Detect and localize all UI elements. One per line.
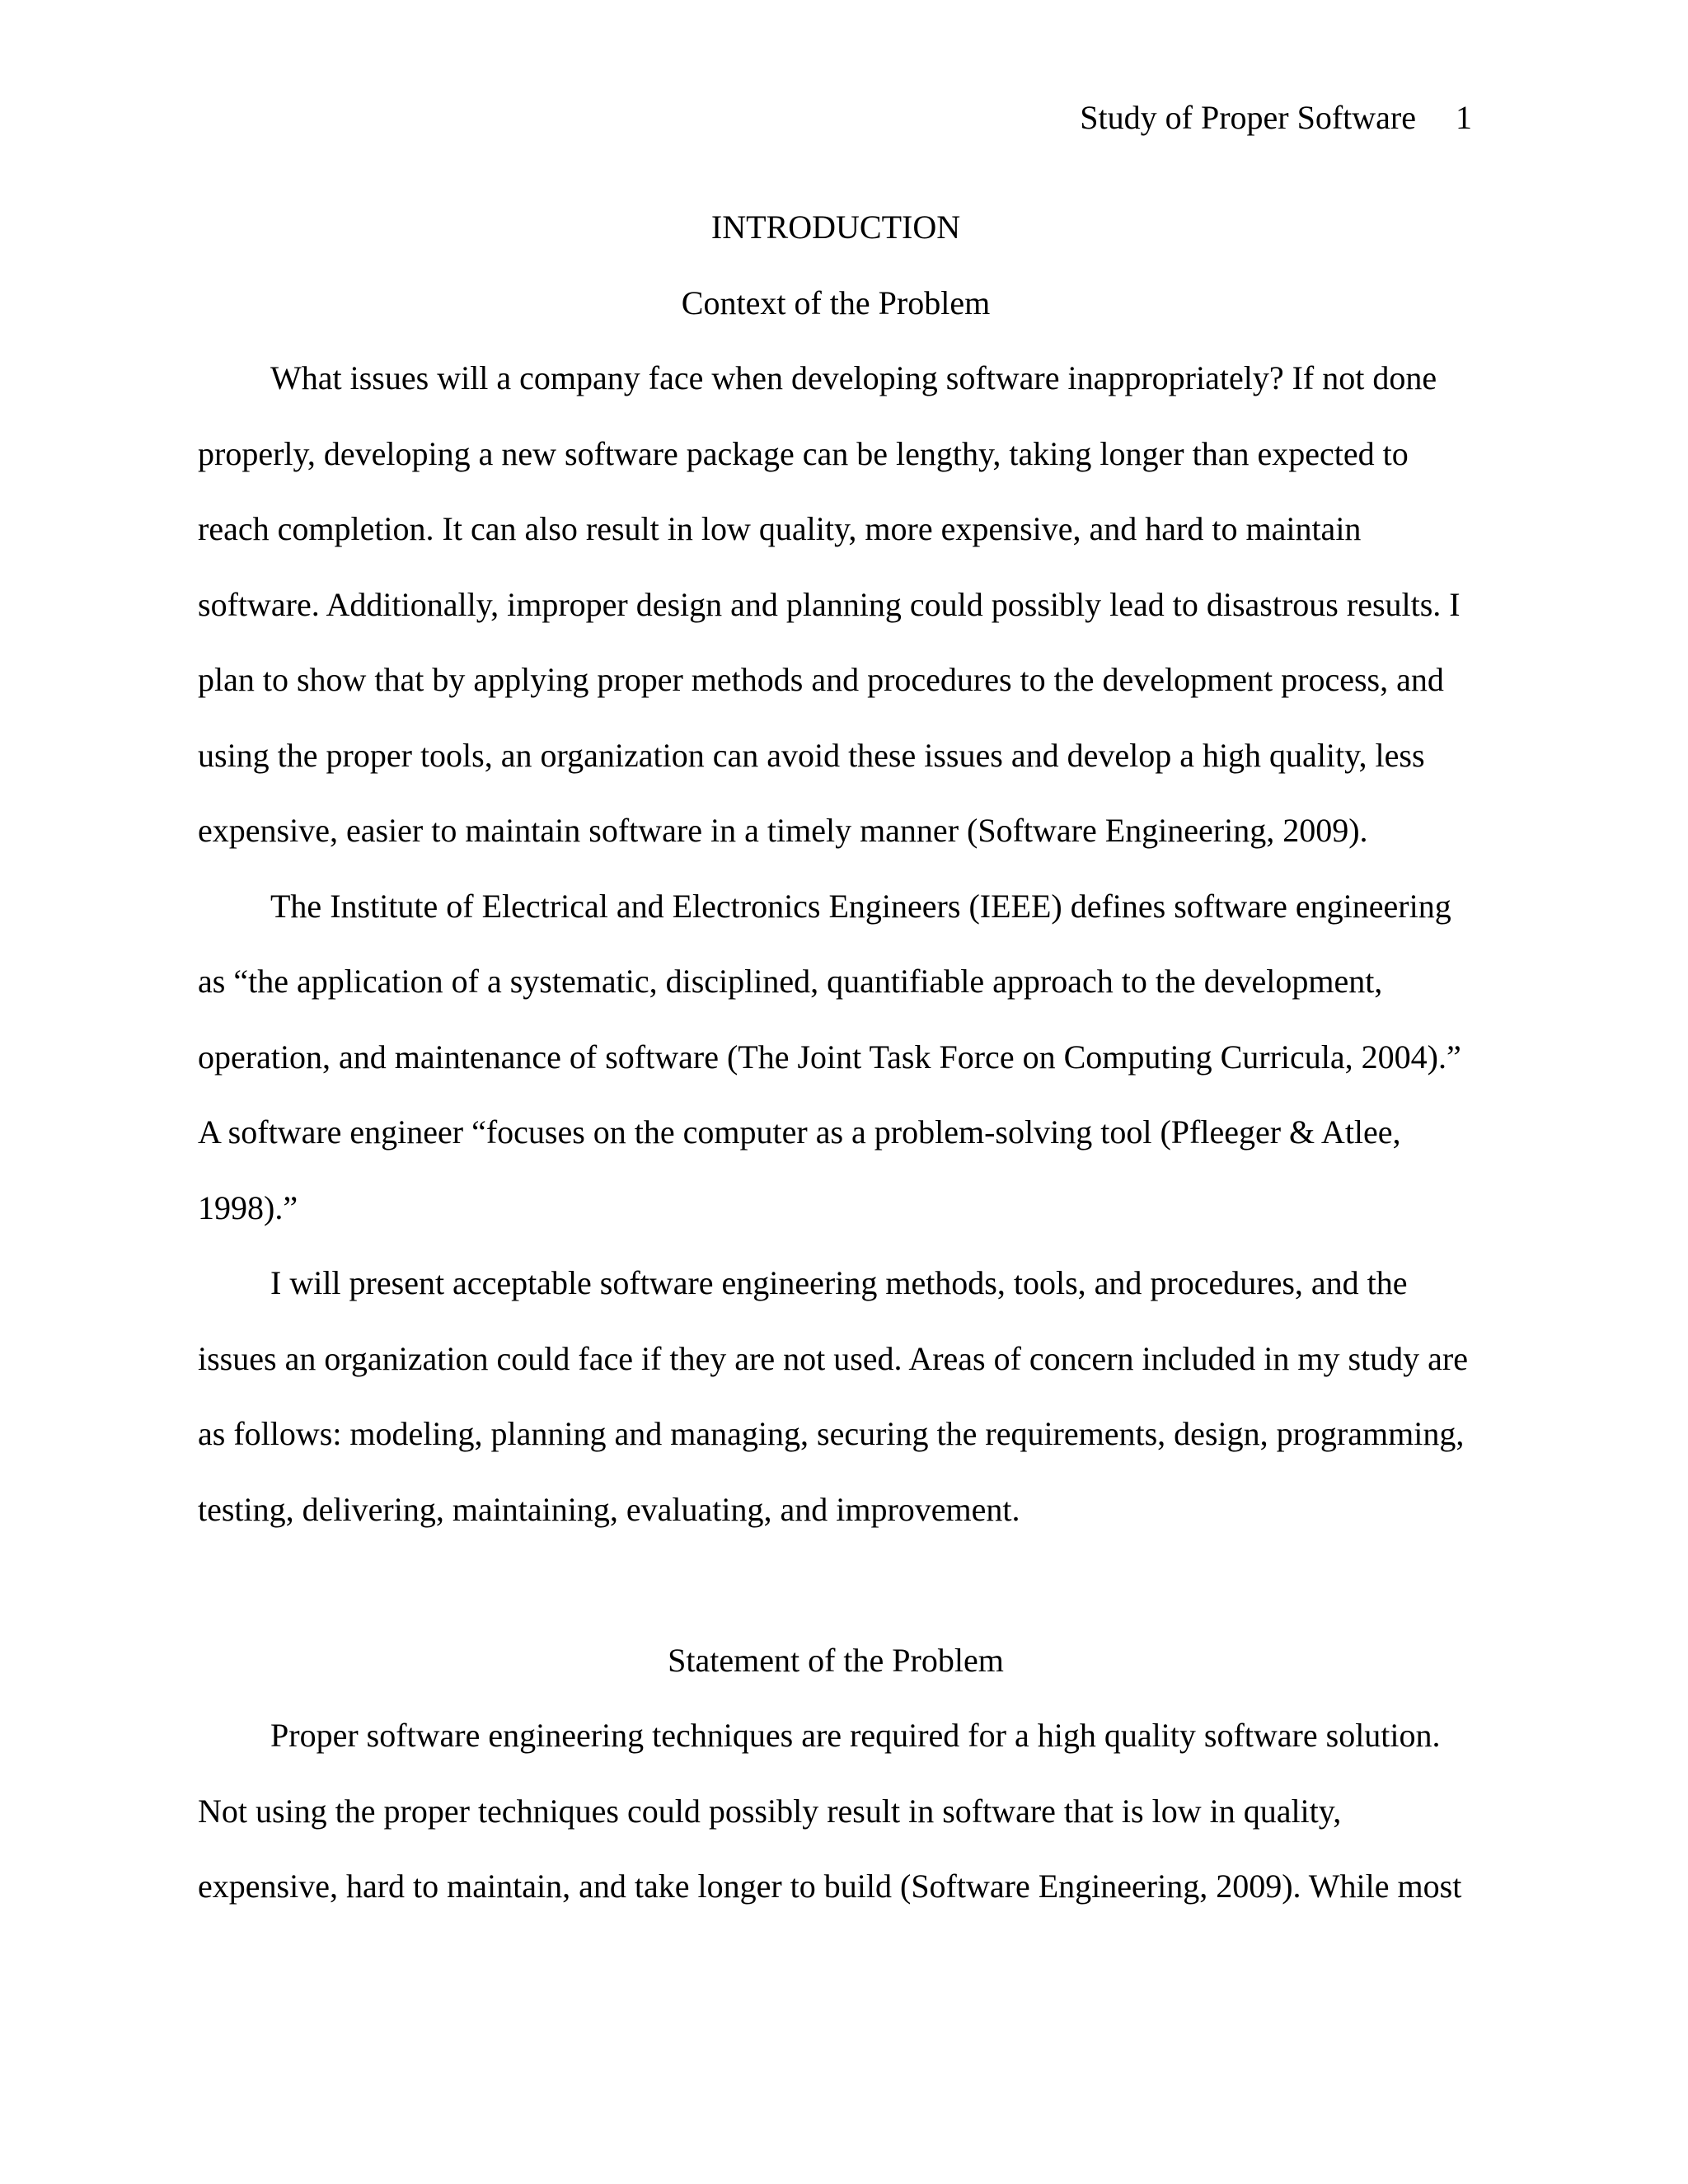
- main-heading: INTRODUCTION: [710, 209, 961, 246]
- text-line: Not using the proper techniques could possibly result in software that is low in quality,: [198, 1792, 1342, 1830]
- paragraph-4: [198, 1698, 1474, 1924]
- text-line: 1998).”: [198, 1188, 298, 1226]
- text-line: using the proper tools, an organization can avoid these issues and develop a high quality, less: [198, 736, 1425, 774]
- text-line: The Institute of Electrical and Electronics Engineers (IEEE) defines software engineering: [270, 887, 1451, 925]
- text-line: Proper software engineering techniques are required for a high quality software solution.: [270, 1717, 1441, 1754]
- text-line: issues an organization could face if they are not used. Areas of concern included in my study are: [198, 1339, 1468, 1377]
- text-line: as follows: modeling, planning and managing, securing the requirements, design, programming,: [198, 1415, 1465, 1452]
- text-line: testing, delivering, maintaining, evaluating, and improvement.: [198, 1490, 1020, 1528]
- statement-heading: Statement of the Problem: [668, 1641, 1004, 1679]
- text-line: software. Additionally, improper design and planning could possibly lead to disastrous results. I: [198, 585, 1461, 623]
- text-line: expensive, easier to maintain software in a timely manner (Software Engineering, 2009).: [198, 812, 1368, 849]
- paragraph-2: [198, 869, 1474, 1246]
- paragraph-1: [198, 340, 1474, 869]
- text-line: What issues will a company face when developing software inappropriately? If not done: [270, 359, 1437, 396]
- running-head-title: Study of Proper Software: [1080, 99, 1416, 136]
- text-line: as “the application of a systematic, disciplined, quantifiable approach to the development,: [198, 963, 1383, 1000]
- text-line: properly, developing a new software package can be lengthy, taking longer than expected to: [198, 434, 1409, 472]
- text-line: reach completion. It can also result in low quality, more expensive, and hard to maintain: [198, 510, 1362, 547]
- text-line: I will present acceptable software engineering methods, tools, and procedures, and the: [270, 1264, 1408, 1301]
- paragraph-3: [198, 1245, 1474, 1547]
- text-line: operation, and maintenance of software (The Joint Task Force on Computing Curricula, 2004).”: [198, 1038, 1461, 1076]
- text-line: expensive, hard to maintain, and take longer to build (Software Engineering, 2009). While most: [198, 1868, 1462, 1905]
- text-line: A software engineer “focuses on the computer as a problem-solving tool (Pfleeger & Atlee,: [198, 1113, 1401, 1151]
- document-body: [198, 190, 1474, 1924]
- text-line: plan to show that by applying proper methods and procedures to the development process, and: [198, 661, 1444, 698]
- running-head: [1080, 97, 1472, 138]
- page-number: 1: [1456, 99, 1472, 136]
- context-heading: Context of the Problem: [681, 284, 991, 321]
- section-spacer: [198, 1547, 1474, 1623]
